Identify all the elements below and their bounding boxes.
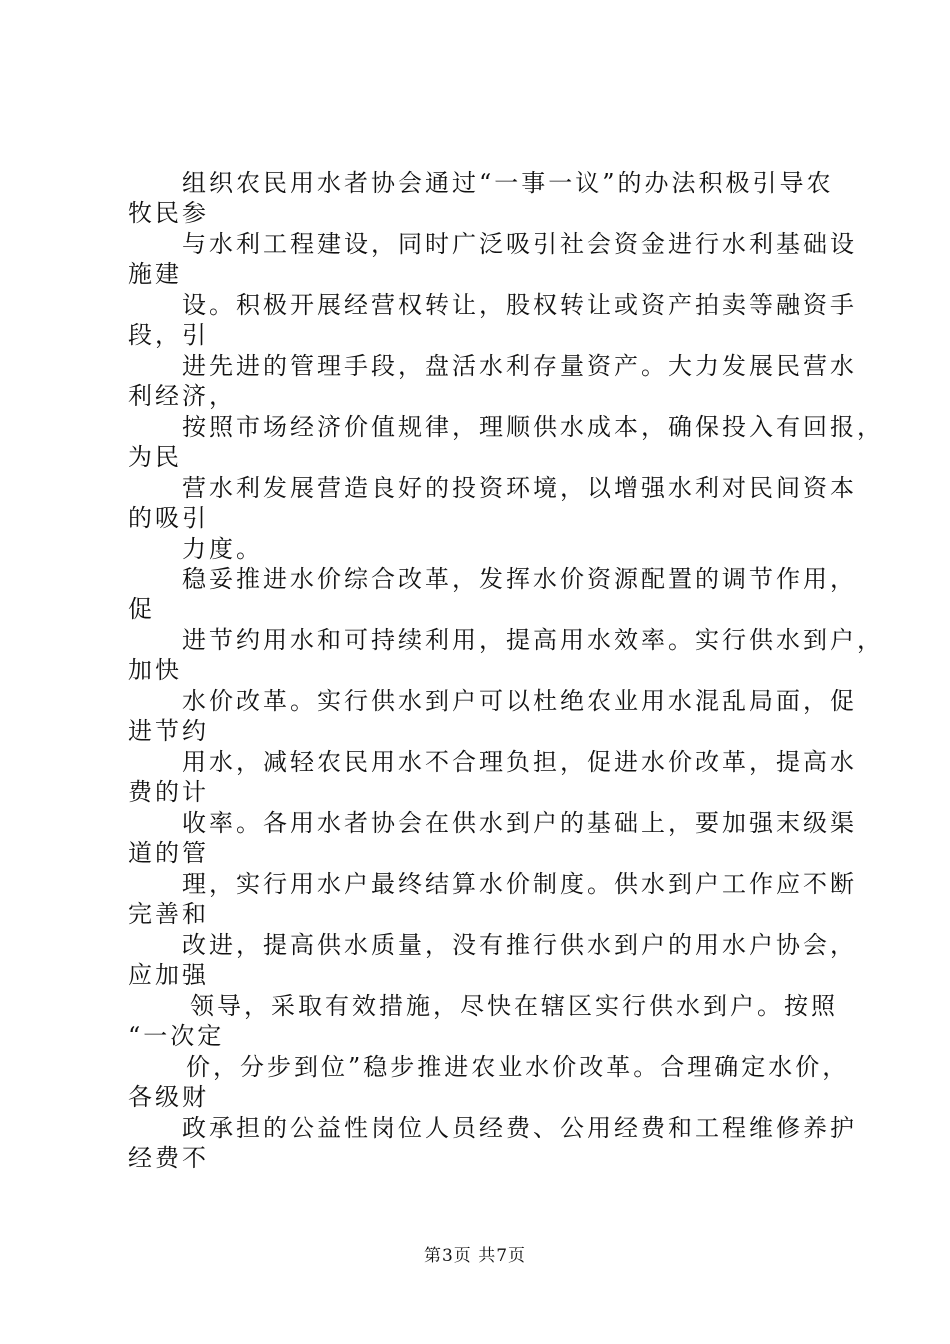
text-line-continuation: 段，引 [128,321,209,349]
text-line-continuation: 进节约 [128,717,209,745]
text-line: 进先进的管理手段，盘活水利存量资产。大力发展民营水 [182,352,857,380]
text-line-continuation: 应加强 [128,961,209,989]
text-line-continuation: 促 [128,595,155,623]
text-line: 收率。各用水者协会在供水到户的基础上，要加强末级渠 [182,809,857,837]
text-line: 政承担的公益性岗位人员经费、公用经费和工程维修养护 [182,1114,857,1142]
text-line-continuation: 完善和 [128,900,209,928]
text-line: 按照市场经济价值规律，理顺供水成本，确保投入有回报， [182,413,884,441]
text-line: 进节约用水和可持续利用，提高用水效率。实行供水到户， [182,626,884,654]
text-line: 力度。 [182,535,263,563]
text-line-continuation: 为民 [128,443,182,471]
text-line: 理，实行用水户最终结算水价制度。供水到户工作应不断 [182,870,857,898]
text-line-continuation: 加快 [128,656,182,684]
text-line: 水价改革。实行供水到户可以杜绝农业用水混乱局面，促 [182,687,857,715]
text-line-continuation: 利经济， [128,382,236,410]
text-line-continuation: 牧民参 [128,199,209,227]
text-line-continuation: 施建 [128,260,182,288]
text-line: 设。积极开展经营权转让，股权转让或资产拍卖等融资手 [182,291,857,319]
document-body [0,168,950,1174]
text-line-continuation: 的吸引 [128,504,209,532]
text-line-continuation: 各级财 [128,1083,209,1111]
text-line: 与水利工程建设，同时广泛吸引社会资金进行水利基础设 [182,230,857,258]
text-line-continuation: 费的计 [128,778,209,806]
text-line: 领导，采取有效措施，尽快在辖区实行供水到户。按照 [190,992,838,1020]
text-line: 改进，提高供水质量，没有推行供水到户的用水户协会， [182,931,857,959]
text-line: 营水利发展营造良好的投资环境，以增强水利对民间资本 [182,474,857,502]
text-line: 组织农民用水者协会通过“一事一议”的办法积极引导农 [182,169,834,197]
page-number: 第3页 共7页 [423,1246,527,1266]
text-line-continuation: “一次定 [128,1022,225,1050]
text-line-continuation: 经费不 [128,1144,209,1172]
text-line: 价，分步到位”稳步推进农业水价改革。合理确定水价， [186,1053,850,1081]
text-line: 稳妥推进水价综合改革，发挥水价资源配置的调节作用， [182,565,857,593]
text-line: 用水，减轻农民用水不合理负担，促进水价改革，提高水 [182,748,857,776]
text-line-continuation: 道的管 [128,839,209,867]
